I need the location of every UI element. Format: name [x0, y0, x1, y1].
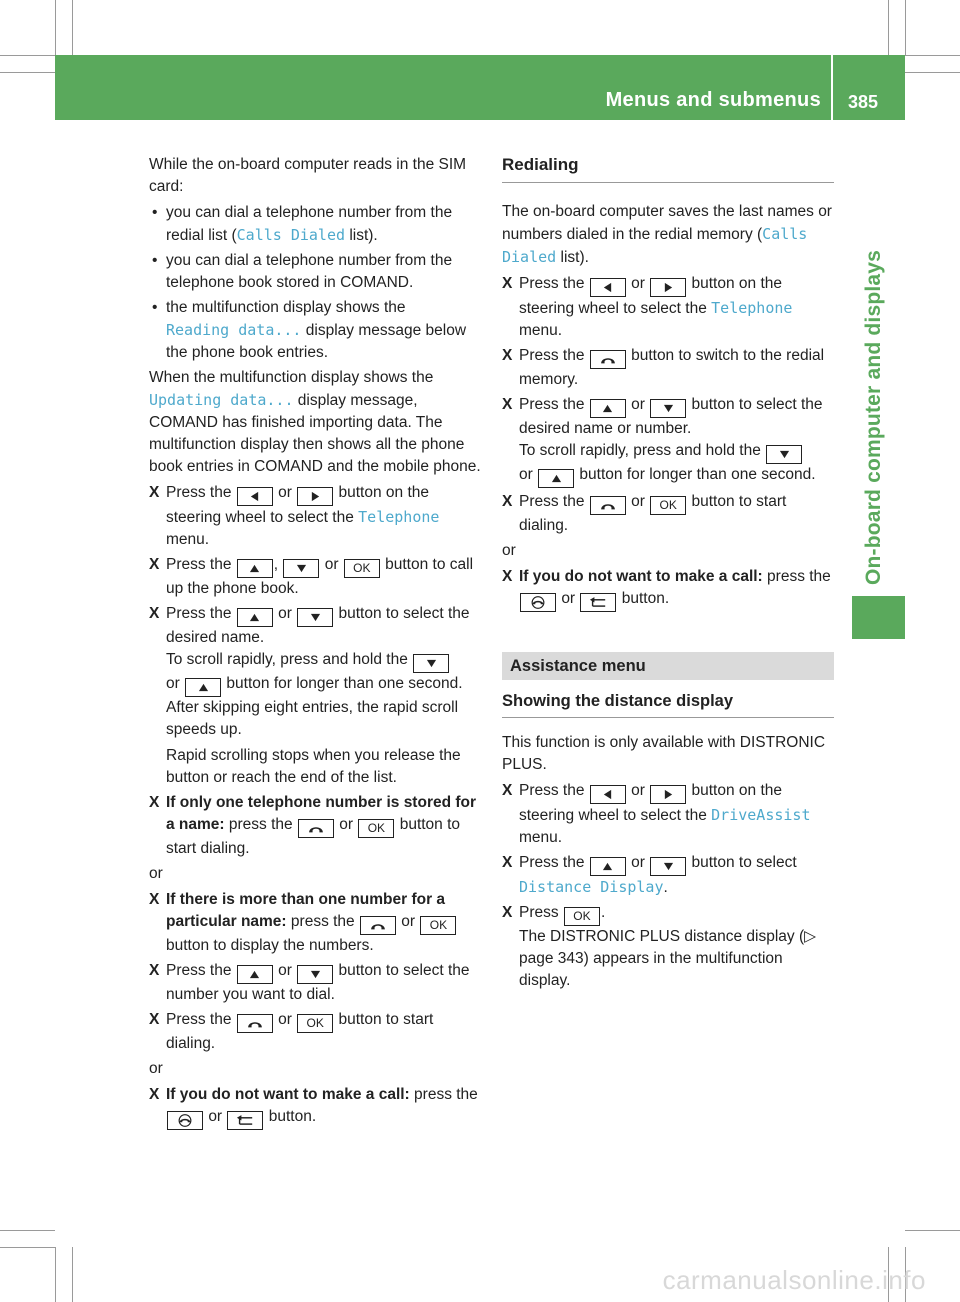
ok-key-icon: OK [650, 496, 686, 515]
paragraph: Rapid scrolling stops when you release the button or reach the end of the list. [166, 747, 461, 786]
step-marker: X [502, 275, 513, 292]
instruction-step: X Press the or OK button to start dialing. [149, 1011, 434, 1052]
instruction-step: X Press the or button to select Distance Display. [502, 854, 797, 896]
left-arrow-key-icon [590, 785, 626, 804]
instruction-step: X Press the or button on the steering wheel to select the Telephone menu. [149, 484, 440, 548]
instruction-step: X If there is more than one number for a particular name: press the or OK button to display the numbers. [149, 889, 481, 957]
down-arrow-key-icon [650, 399, 686, 418]
step-marker: X [149, 1011, 160, 1028]
paragraph: This function is only available with DISTRONIC PLUS. [502, 734, 826, 773]
ok-key-icon: OK [297, 1014, 333, 1033]
list-item: • you can dial a telephone number from the telephone book stored in COMAND. [149, 250, 481, 294]
left-column [149, 154, 481, 1133]
right-column [502, 154, 834, 995]
down-arrow-key-icon [283, 559, 319, 578]
phone-accept-icon [590, 350, 626, 369]
crop-mark [905, 1230, 960, 1231]
up-arrow-key-icon [237, 965, 273, 984]
crop-mark [0, 72, 55, 73]
or-separator: or [149, 1060, 163, 1077]
down-arrow-key-icon [766, 445, 802, 464]
crop-mark [0, 1230, 55, 1231]
step-marker: X [502, 854, 513, 871]
up-arrow-key-icon [185, 678, 221, 697]
side-tab-marker [852, 596, 905, 639]
right-arrow-key-icon [650, 785, 686, 804]
up-arrow-key-icon [237, 559, 273, 578]
display-text: Calls Dialed [236, 226, 346, 244]
step-marker: X [502, 568, 513, 585]
instruction-step: X Press the button to switch to the redial memory. [502, 347, 825, 388]
side-tab-label: On-board computer and displays [862, 249, 885, 585]
step-marker: X [502, 396, 513, 413]
paragraph: The on-board computer saves the last names or numbers dialed in the redial memory (Calls Dialed list). [502, 203, 832, 266]
display-text: Distance Display [519, 878, 664, 896]
instruction-step: X If only one telephone number is stored for a name: press the or OK button to start dialing. [149, 794, 477, 857]
step-marker: X [502, 782, 513, 799]
phone-end-icon [167, 1111, 203, 1130]
right-arrow-key-icon [650, 278, 686, 297]
instruction-step: X Press the or button on the steering wheel to select the Telephone menu. [502, 275, 793, 339]
display-text: Telephone [358, 508, 440, 526]
step-marker: X [149, 794, 160, 811]
display-text: Updating data... [149, 391, 294, 409]
instruction-step: X Press the , or OK button to call up the phone book. [149, 556, 474, 597]
subsection-heading: Showing the distance display [502, 690, 834, 718]
assistance-menu-heading: Assistance menu [502, 652, 834, 680]
crop-mark [905, 55, 960, 56]
ok-key-icon: OK [344, 559, 380, 578]
phone-accept-icon [237, 1014, 273, 1033]
display-text: Reading data... [166, 321, 302, 339]
left-arrow-key-icon [237, 487, 273, 506]
down-arrow-key-icon [297, 965, 333, 984]
instruction-step: X Press the or button to select the desired name. To scroll rapidly, press and hold the or button for longer than one second. After skipping eight entries, the rapid scroll speeds up. Rapid scrolling stops when you release the button or reach the end of the list. [149, 603, 481, 789]
instruction-step: X Press OK . The DISTRONIC PLUS distance display (▷ page 343) appears in the multifunction display. [502, 904, 817, 989]
display-text: Telephone [711, 299, 793, 317]
up-arrow-key-icon [590, 399, 626, 418]
up-arrow-key-icon [590, 857, 626, 876]
instruction-step: X If you do not want to make a call: press the or button. [502, 566, 834, 612]
phone-end-icon [520, 593, 556, 612]
watermark: carmanualsonline.info [662, 1265, 926, 1295]
crop-mark [72, 1247, 73, 1302]
header-title: Menus and submenus [605, 89, 821, 111]
ok-key-icon: OK [564, 907, 600, 926]
page-reference-arrow-icon: ▷ [804, 928, 817, 945]
or-separator: or [149, 865, 163, 882]
page-header [55, 55, 905, 120]
crop-mark [55, 1247, 56, 1302]
step-marker: X [149, 891, 160, 908]
crop-mark [55, 0, 56, 55]
list-item: • you can dial a telephone number from the redial list (Calls Dialed list). [149, 202, 481, 247]
down-arrow-key-icon [413, 654, 449, 673]
display-text: DriveAssist [711, 806, 811, 824]
step-marker: X [502, 493, 513, 510]
left-arrow-key-icon [590, 278, 626, 297]
back-key-icon [227, 1111, 263, 1130]
up-arrow-key-icon [538, 469, 574, 488]
crop-mark [888, 0, 889, 55]
instruction-step: X If you do not want to make a call: press the or button. [149, 1084, 481, 1130]
crop-mark [72, 0, 73, 55]
up-arrow-key-icon [237, 608, 273, 627]
crop-mark [0, 55, 55, 56]
step-marker: X [149, 484, 160, 501]
phone-accept-icon [590, 496, 626, 515]
step-marker: X [149, 605, 160, 622]
intro-text: While the on-board computer reads in the SIM card: [149, 156, 467, 195]
down-arrow-key-icon [650, 857, 686, 876]
list-item: • the multifunction display shows the Reading data... display message below the phone book entries. [149, 297, 481, 364]
instruction-step: X Press the or button on the steering wheel to select the DriveAssist menu. [502, 782, 811, 846]
display-text: Calls Dialed [502, 225, 808, 266]
instruction-step: X Press the or button to select the number you want to dial. [149, 962, 470, 1003]
page-number: 385 [847, 92, 878, 112]
crop-mark [905, 0, 906, 55]
paragraph: When the multifunction display shows the Updating data... display message, COMAND has finished importing data. The multifunction display then shows all the phone book entries in COMAND and the mobile phone. [149, 369, 481, 475]
step-marker: X [502, 347, 513, 364]
instruction-step: X Press the or button to select the desired name or number. To scroll rapidly, press and hold the or button for longer than one second. [502, 394, 834, 488]
section-heading: Redialing [502, 154, 834, 183]
crop-mark [905, 72, 960, 73]
back-key-icon [580, 593, 616, 612]
step-marker: X [149, 1086, 160, 1103]
down-arrow-key-icon [297, 608, 333, 627]
step-marker: X [149, 962, 160, 979]
phone-accept-icon [360, 916, 396, 935]
step-marker: X [149, 556, 160, 573]
ok-key-icon: OK [358, 819, 394, 838]
crop-mark [0, 1247, 55, 1248]
instruction-step: X Press the or OK button to start dialing. [502, 493, 787, 534]
step-marker: X [502, 904, 513, 921]
ok-key-icon: OK [420, 916, 456, 935]
right-arrow-key-icon [297, 487, 333, 506]
phone-accept-icon [298, 819, 334, 838]
or-separator: or [502, 542, 516, 559]
header-divider [831, 55, 833, 120]
